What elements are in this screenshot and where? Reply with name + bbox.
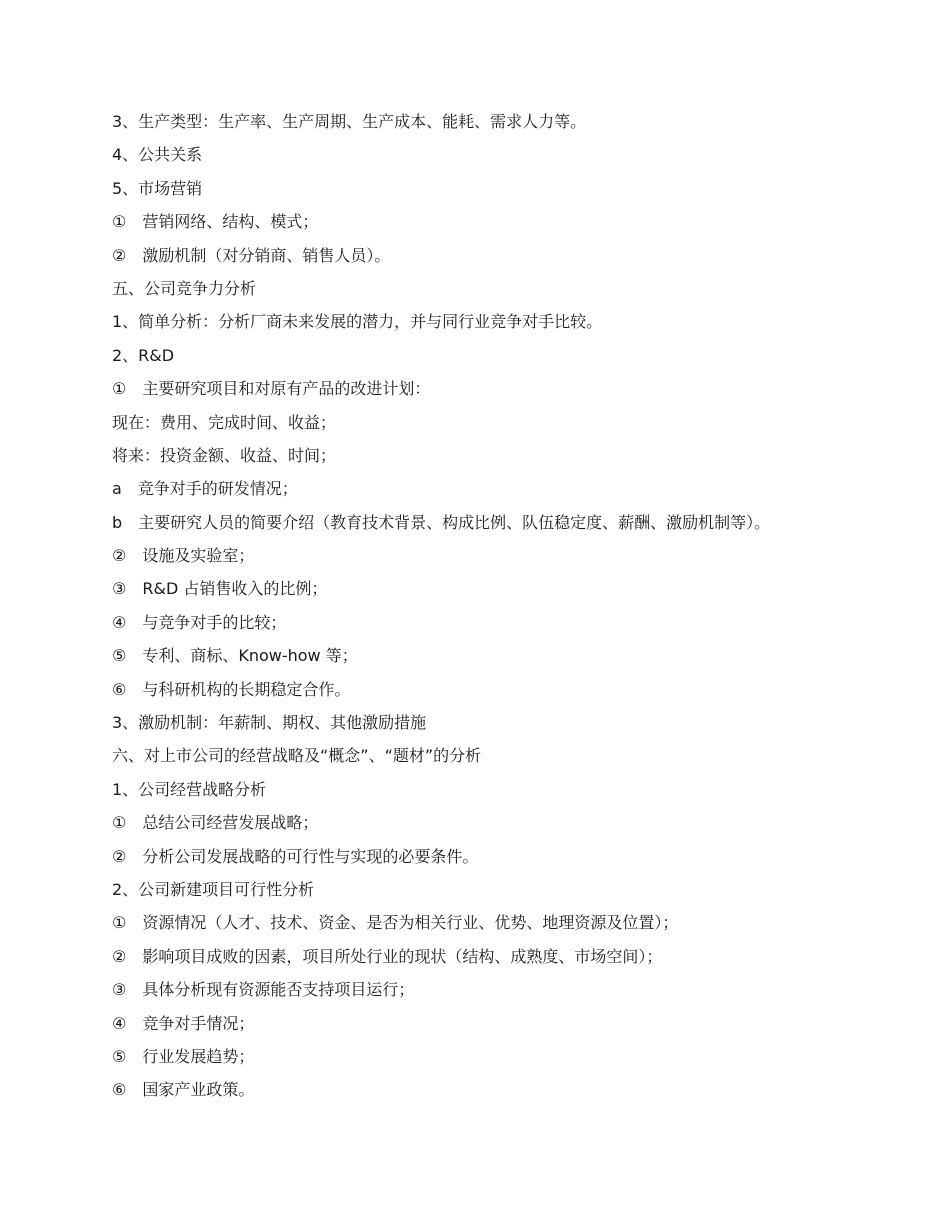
document-body [112,109,932,1111]
text-line: 1、公司经营战略分析 [112,779,267,799]
text-line: ⑤ 专利、商标、Know-how 等； [112,646,358,666]
text-line: ① 总结公司经营发展战略； [112,813,319,833]
text-line: 3、生产类型：生产率、生产周期、生产成本、能耗、需求人力等。 [112,112,587,131]
text-line: 2、公司新建项目可行性分析 [112,879,315,899]
text-line: 现在：费用、完成时间、收益； [112,412,337,432]
text-line: 3、激励机制：年薪制、期权、其他激励措施 [112,713,427,733]
text-line: ③ 具体分析现有资源能否支持项目运行； [112,980,415,1000]
text-line: ② 影响项目成败的因素，项目所处行业的现状（结构、成熟度、市场空间）； [112,946,663,966]
text-line: 1、简单分析：分析厂商未来发展的潜力，并与同行业竞争对手比较。 [112,312,603,332]
text-line: ② 设施及实验室； [112,546,255,566]
text-line: ② 分析公司发展战略的可行性与实现的必要条件。 [112,846,479,866]
text-line: ⑥ 国家产业政策。 [112,1080,255,1100]
text-line: 将来：投资金额、收益、时间； [112,445,337,465]
text-line: ① 资源情况（人才、技术、资金、是否为相关行业、优势、地理资源及位置）； [112,913,679,933]
text-line: ③ R&D 占销售收入的比例； [112,579,328,599]
text-line: 5、市场营销 [112,178,203,198]
text-line: ④ 与竞争对手的比较； [112,612,287,632]
text-line: ⑥ 与科研机构的长期稳定合作。 [112,679,351,699]
text-line: 4、公共关系 [112,145,203,165]
text-line: ⑤ 行业发展趋势； [112,1046,255,1066]
text-line: ② 激励机制（对分销商、销售人员）。 [112,245,391,265]
text-line: a 竞争对手的研发情况； [112,479,298,499]
text-line: ① 主要研究项目和对原有产品的改进计划： [112,379,431,399]
text-line: 2、R&D [112,345,175,365]
text-line: ① 营销网络、结构、模式； [112,212,319,232]
section-heading: 六、对上市公司的经营战略及“概念”、“题材”的分析 [112,746,482,766]
text-line: b 主要研究人员的简要介绍（教育技术背景、构成比例、队伍稳定度、薪酬、激励机制等）。 [112,512,771,532]
section-heading: 五、公司竞争力分析 [112,278,257,298]
text-line: ④ 竞争对手情况； [112,1013,255,1033]
